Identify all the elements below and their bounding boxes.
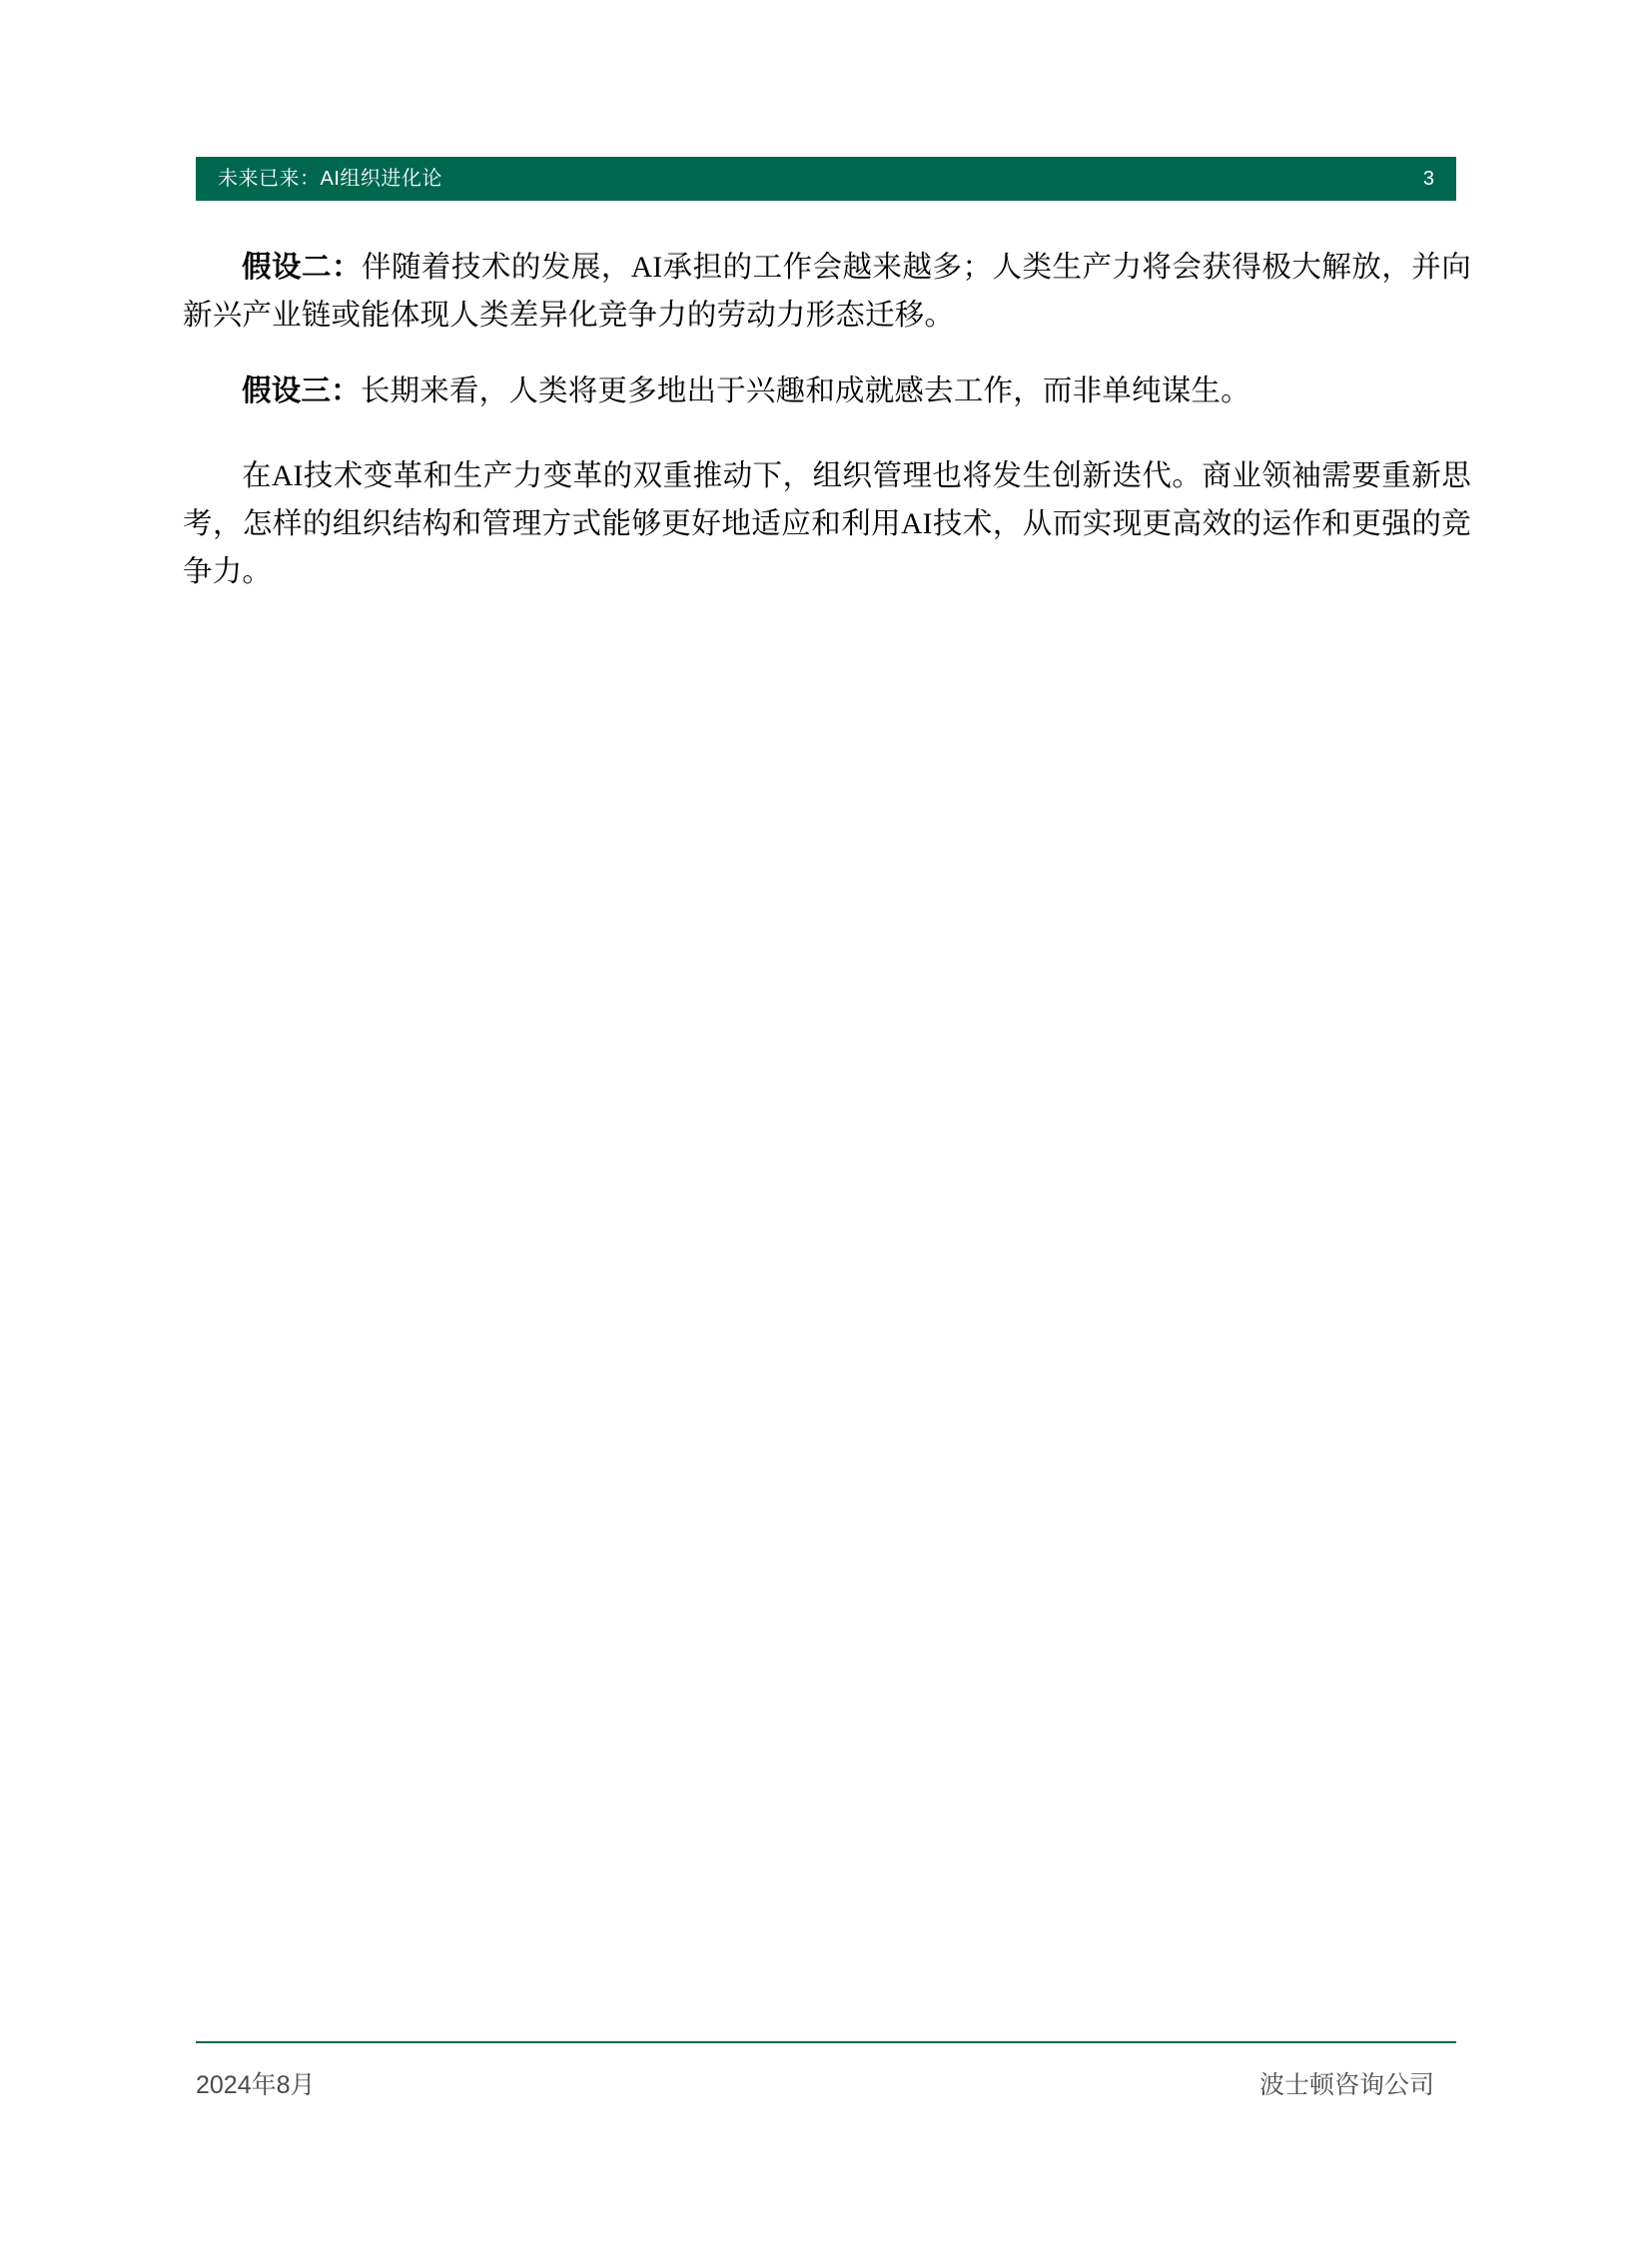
- document-body: [183, 245, 1471, 597]
- footer-organization: 波士顿咨询公司: [1258, 2071, 1434, 2099]
- paragraph-text: 伴随着技术的发展，AI承担的工作会越来越多；人类生产力将会获得极大解放，并向新兴产业链或能体现人类差异化竞争力的劳动力形态迁移。: [183, 252, 1471, 332]
- paragraph-text: 在AI技术变革和生产力变革的双重推动下，组织管理也将发生创新迭代。商业领袖需要重新思考，怎样的组织结构和管理方式能够更好地适应和利用AI技术，从而实现更高效的运作和更强的竞争力。: [183, 460, 1471, 588]
- paragraph-text: 长期来看，人类将更多地出于兴趣和成就感去工作，而非单纯谋生。: [360, 374, 1250, 407]
- page-header-band: [196, 157, 1456, 201]
- paragraph-lead-label: 假设三：: [242, 374, 361, 407]
- header-title: 未来已来：AI组织进化论: [218, 168, 442, 190]
- paragraph-conclusion: [183, 453, 1471, 596]
- footer-divider: [196, 2041, 1456, 2043]
- page-footer: [196, 2065, 1456, 2101]
- header-page-number: 3: [1422, 168, 1434, 190]
- paragraph-lead-label: 假设二：: [242, 252, 362, 284]
- footer-date: 2024年8月: [196, 2071, 316, 2099]
- paragraph-hypothesis-two: [183, 245, 1471, 341]
- paragraph-hypothesis-three: [183, 369, 1471, 416]
